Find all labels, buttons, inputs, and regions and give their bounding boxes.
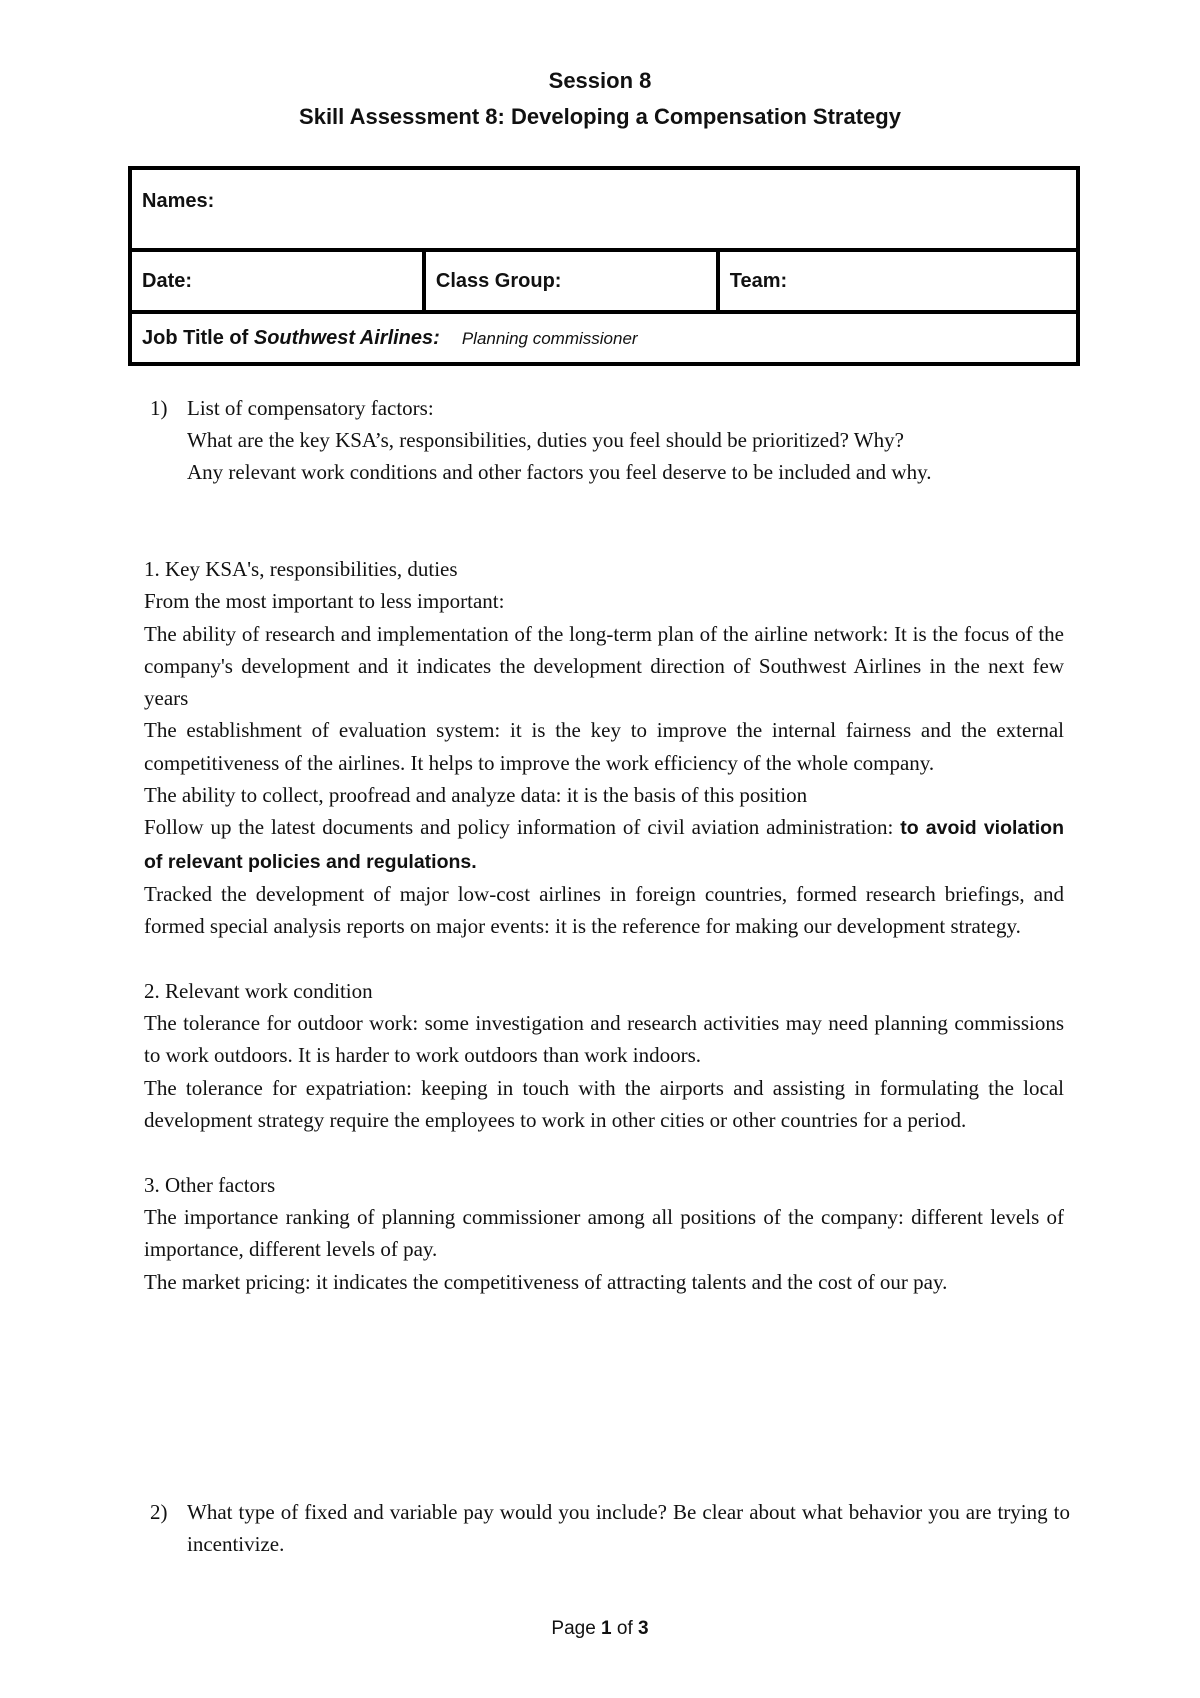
- date-cell[interactable]: [130, 250, 424, 312]
- answer-paragraph: The ability of research and implementation of the long-term plan of the airline network: It is the focus of the company's development and it indicates the development direction of Southwest Airlines in the next few years: [144, 621, 1064, 711]
- answer-bold-text: to avoid violation of relevant policies and regulations.: [144, 817, 1064, 873]
- job-title-cell[interactable]: [130, 312, 1078, 364]
- question-1-line-2: What are the key KSA’s, responsibilities, duties you feel should be prioritized? Why?: [187, 428, 904, 452]
- answer-paragraph: The ability to collect, proofread and analyze data: it is the basis of this position: [144, 783, 808, 808]
- answer-paragraph: The establishment of evaluation system: it is the key to improve the internal fairness and the external competitiveness of the airlines. It helps to improve the work efficiency of the whole company.: [144, 718, 1064, 775]
- answer-paragraph: [144, 811, 1064, 878]
- question-1: [150, 392, 1070, 488]
- answer-paragraph: Tracked the development of major low-cost airlines in foreign countries, formed research briefings, and formed special analysis reports on major events: it is the reference for making our development strategy.: [144, 881, 1064, 939]
- answer-paragraph: The market pricing: it indicates the competitiveness of attracting talents and the cost of our pay.: [144, 1269, 948, 1294]
- page-word: Page: [551, 1618, 602, 1639]
- answer-paragraph: The tolerance for outdoor work: some investigation and research activities may need planning commissions to work outdoors. It is harder to work outdoors than work indoors.: [144, 1011, 1064, 1068]
- answer-paragraph: The tolerance for expatriation: keeping in touch with the airports and assisting in formulating the local development strategy require the employees to work in other cities or other countries for a period.: [144, 1075, 1064, 1133]
- names-label: Names:: [142, 190, 215, 212]
- answer-paragraph: From the most important to less important:: [144, 589, 505, 614]
- question-2-text: What type of fixed and variable pay would you include? Be clear about what behavior you are trying to incentivize.: [187, 1500, 1070, 1556]
- job-title-colon: :: [433, 326, 440, 349]
- total-pages: 3: [638, 1618, 649, 1639]
- of-word: of: [611, 1618, 639, 1639]
- answer-body: [144, 553, 1064, 1298]
- answer-text: Follow up the latest documents and policy information of civil aviation administration:: [144, 815, 901, 840]
- session-heading: Session 8: [548, 68, 652, 93]
- names-cell[interactable]: [130, 168, 1078, 250]
- class-group-label: Class Group:: [435, 269, 562, 292]
- section-3-heading: 3. Other factors: [144, 1172, 276, 1197]
- answer-paragraph: The importance ranking of planning commissioner among all positions of the company: different levels of importance, different levels of pay.: [144, 1204, 1064, 1262]
- job-title-value: Planning commissioner: [461, 328, 638, 348]
- section-1-heading: 1. Key KSA's, responsibilities, duties: [144, 557, 458, 581]
- question-1-line-1: List of compensatory factors:: [187, 396, 434, 420]
- question-2-number: 2): [150, 1500, 168, 1524]
- team-label: Team:: [729, 269, 788, 292]
- job-title-prefix: Job Title of: [142, 326, 254, 349]
- date-label: Date:: [142, 269, 193, 292]
- current-page: 1: [601, 1618, 612, 1639]
- question-1-line-3: Any relevant work conditions and other factors you feel deserve to be included and why.: [187, 460, 932, 484]
- class-group-cell[interactable]: [424, 250, 718, 312]
- page-title: Skill Assessment 8: Developing a Compensation Strategy: [299, 104, 901, 129]
- company-name: Southwest Airlines: [253, 326, 434, 349]
- question-1-number: 1): [150, 396, 168, 420]
- section-2-heading: 2. Relevant work condition: [144, 978, 373, 1003]
- page-footer: [0, 1618, 1200, 1640]
- job-title-label: [142, 327, 440, 349]
- question-2: [150, 1496, 1070, 1560]
- student-info-table: [128, 166, 1080, 366]
- team-cell[interactable]: [718, 250, 1078, 312]
